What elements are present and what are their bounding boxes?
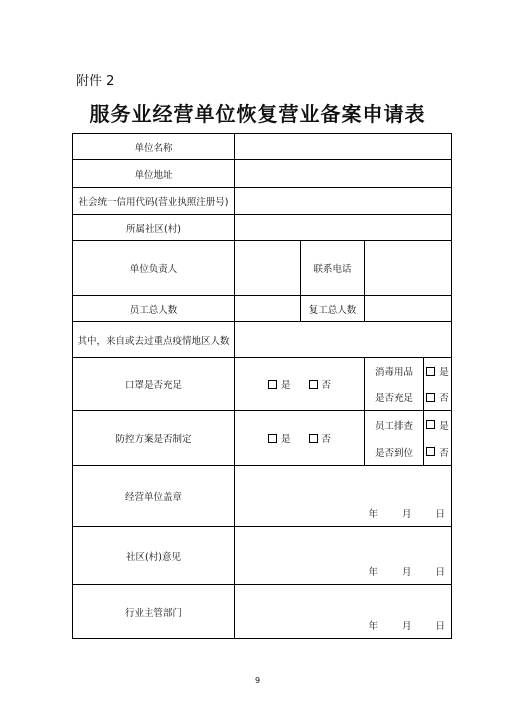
input-returned-staff[interactable] [365,296,452,322]
disinfectant-yes-option[interactable]: 是 [426,364,449,378]
label-community-opinion: 社区(村)意见 [73,527,235,585]
annex-label: 附件 2 [76,74,115,89]
label-responsible-person: 单位负责人 [73,241,235,296]
input-community-opinion[interactable] [235,527,452,585]
input-contact-phone[interactable] [365,241,452,296]
form-title: 服务业经营单位恢复营业备案申请表 [89,102,426,126]
checkbox-icon [309,380,318,389]
date-line: 年 月 日 [368,567,446,578]
label-returned-staff: 复工总人数 [301,296,365,322]
label-community: 所属社区(村) [73,215,235,241]
staff-check-yes-option[interactable]: 是 [426,418,449,432]
checkbox-icon [268,380,277,389]
checkbox-icon [426,447,435,456]
staff-check-no-option[interactable]: 否 [426,445,449,459]
plan-no-option[interactable]: 否 [309,431,332,445]
masks-options [235,358,365,411]
checkbox-icon [426,393,435,402]
input-unit-address[interactable] [235,160,452,188]
checkbox-icon [309,434,318,443]
staff-check-cell [365,411,452,466]
disinfectant-no-option[interactable]: 否 [426,390,449,404]
checkbox-icon [268,434,277,443]
label-unit-seal: 经营单位盖章 [73,466,235,527]
application-form [72,133,452,639]
label-unit-name: 单位名称 [73,134,235,160]
label-disinfectant: 消毒用品 是否充足 [374,367,413,404]
input-epidemic-area[interactable] [235,322,452,358]
plan-options [235,411,365,466]
label-epidemic-area: 其中，来自或去过重点疫情地区人数 [73,322,235,358]
label-staff-check: 员工排查 是否到位 [374,420,413,459]
label-total-staff: 员工总人数 [73,296,235,322]
checkbox-icon [426,367,435,376]
label-credit-code: 社会统一信用代码(营业执照注册号) [73,188,235,215]
input-responsible-person[interactable] [235,241,301,296]
masks-no-option[interactable]: 否 [309,377,332,391]
input-dept[interactable] [235,585,452,639]
date-line: 年 月 日 [368,509,446,520]
input-unit-name[interactable] [235,134,452,160]
input-total-staff[interactable] [235,296,301,322]
checkbox-icon [426,420,435,429]
masks-yes-option[interactable]: 是 [268,377,291,391]
label-masks: 口罩是否充足 [73,358,235,411]
date-line: 年 月 日 [368,621,446,632]
plan-yes-option[interactable]: 是 [268,431,291,445]
label-contact-phone: 联系电话 [301,241,365,296]
disinfectant-cell [365,358,452,411]
input-credit-code[interactable] [235,188,452,215]
label-dept: 行业主管部门 [73,585,235,639]
label-unit-address: 单位地址 [73,160,235,188]
input-unit-seal[interactable] [235,466,452,527]
label-prevention-plan: 防控方案是否制定 [73,411,235,466]
page-number: 9 [254,676,261,685]
input-community[interactable] [235,215,452,241]
